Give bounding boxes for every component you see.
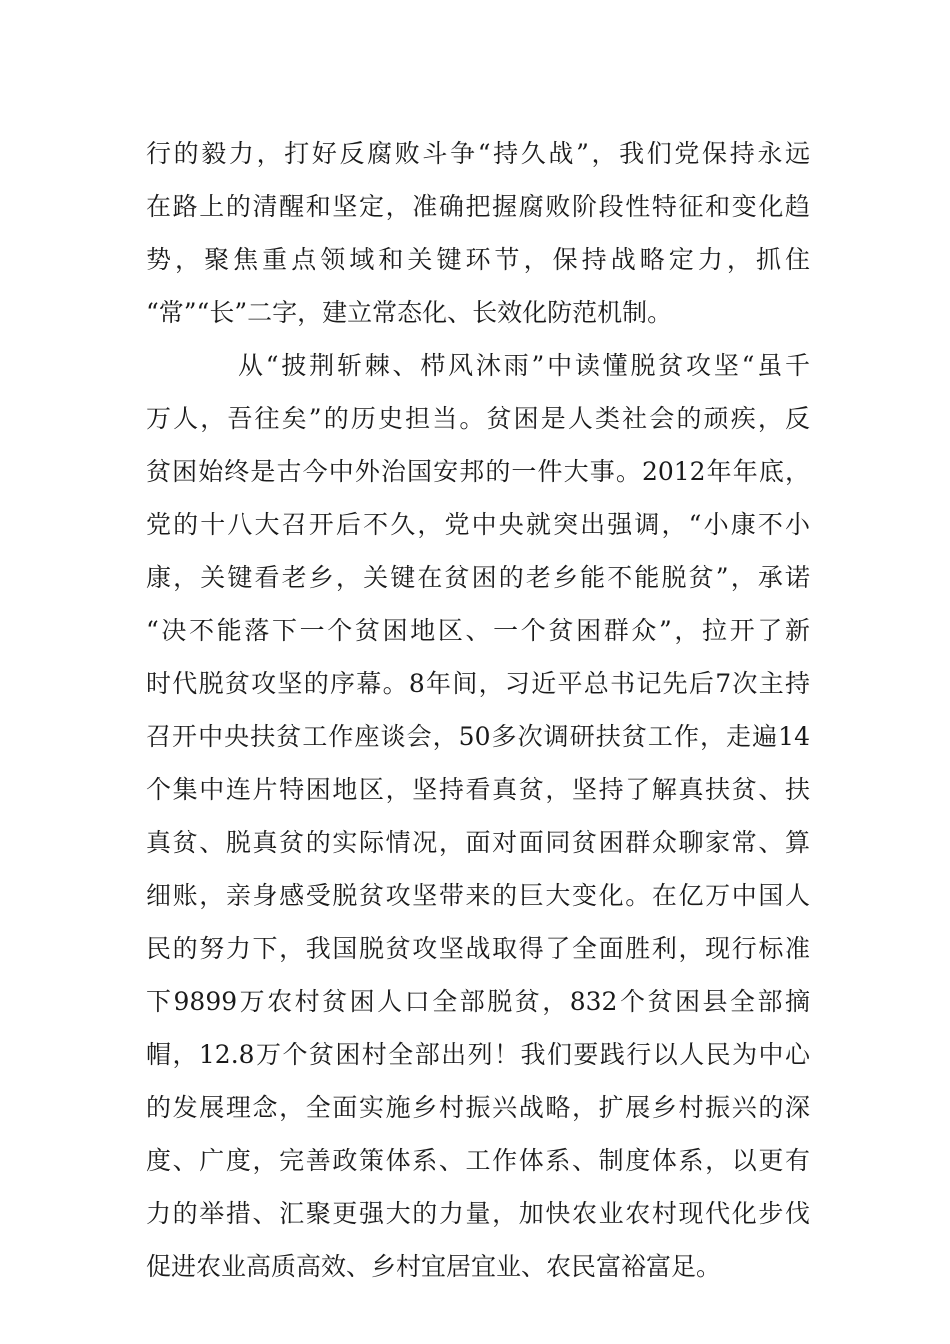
text-line: 贫困始终是古今中外治国安邦的一件大事。2012年年底， xyxy=(146,457,810,486)
text-line: 时代脱贫攻坚的序幕。8年间，习近平总书记先后7次主持 xyxy=(146,669,810,698)
text-line: 促进农业高质高效、乡村宜居宜业、农民富裕富足。 xyxy=(146,1252,722,1281)
text-line: 度、广度，完善政策体系、工作体系、制度体系，以更有 xyxy=(146,1146,810,1175)
text-line: “决不能落下一个贫困地区、一个贫困群众”，拉开了新 xyxy=(146,616,810,645)
text-line: 召开中央扶贫工作座谈会，50多次调研扶贫工作，走遍14 xyxy=(146,722,810,751)
text-line: 下9899万农村贫困人口全部脱贫，832个贫困县全部摘 xyxy=(146,987,810,1016)
text-line: 从“披荆斩棘、栉风沐雨”中读懂脱贫攻坚“虽千 xyxy=(238,351,810,380)
text-line: 在路上的清醒和坚定，准确把握腐败阶段性特征和变化趋 xyxy=(146,192,810,221)
text-line: 细账，亲身感受脱贫攻坚带来的巨大变化。在亿万中国人 xyxy=(146,881,810,910)
paragraph-2 xyxy=(146,339,810,1293)
text-line: 万人，吾往矣”的历史担当。贫困是人类社会的顽疾，反 xyxy=(146,404,810,433)
text-line: 势，聚焦重点领域和关键环节，保持战略定力，抓住 xyxy=(146,245,810,274)
text-line: 行的毅力，打好反腐败斗争“持久战”，我们党保持永远 xyxy=(146,139,810,168)
text-line: “常”“长”二字，建立常态化、长效化防范机制。 xyxy=(146,298,673,327)
text-line: 的发展理念，全面实施乡村振兴战略，扩展乡村振兴的深 xyxy=(146,1093,810,1122)
text-line: 帽，12.8万个贫困村全部出列！我们要践行以人民为中心 xyxy=(146,1040,810,1069)
text-line: 个集中连片特困地区，坚持看真贫，坚持了解真扶贫、扶 xyxy=(146,775,810,804)
document-body xyxy=(146,127,810,1293)
text-line: 民的努力下，我国脱贫攻坚战取得了全面胜利，现行标准 xyxy=(146,934,810,963)
paragraph-1 xyxy=(146,127,810,339)
text-line: 党的十八大召开后不久，党中央就突出强调，“小康不小 xyxy=(146,510,810,539)
text-line: 力的举措、汇聚更强大的力量，加快农业农村现代化步伐 xyxy=(146,1199,810,1228)
text-line: 康，关键看老乡，关键在贫困的老乡能不能脱贫”，承诺 xyxy=(146,563,810,592)
text-line: 真贫、脱真贫的实际情况，面对面同贫困群众聊家常、算 xyxy=(146,828,810,857)
